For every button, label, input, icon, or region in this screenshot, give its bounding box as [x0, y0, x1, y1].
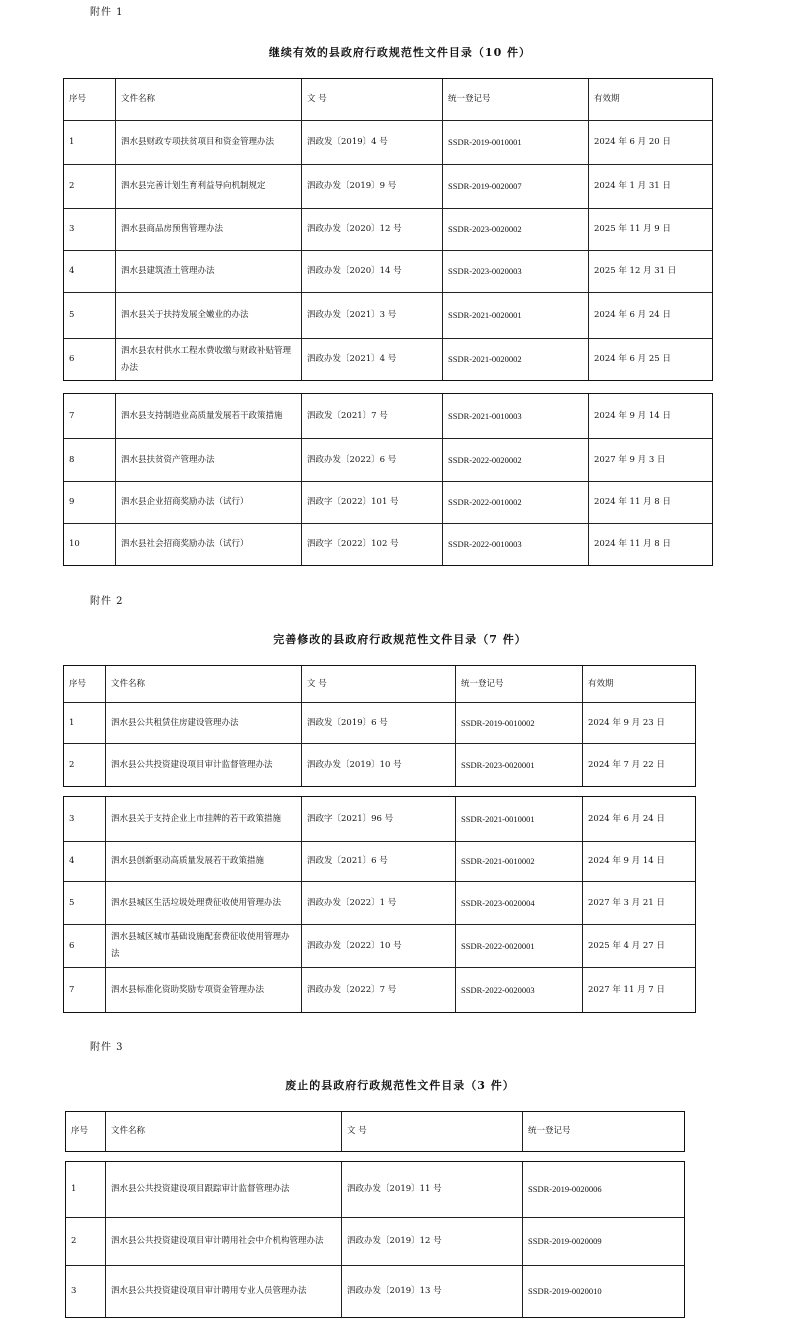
cell-registration-number: SSDR-2019-0020009	[523, 1218, 685, 1266]
cell-registration-number: SSDR-2022-0010003	[443, 524, 589, 566]
cell-registration-number: SSDR-2021-0020002	[443, 339, 589, 381]
cell-file-name: 泗水县商品房预售管理办法	[116, 209, 302, 251]
cell-doc-number: 泗政字〔2022〕102 号	[302, 524, 443, 566]
cell-index: 2	[66, 1218, 106, 1266]
cell-validity: 2024 年 11 月 8 日	[589, 524, 713, 566]
cell-registration-number: SSDR-2019-0020007	[443, 165, 589, 209]
cell-index: 2	[64, 165, 116, 209]
cell-file-name: 泗水县农村供水工程水费收缴与财政补贴管理办法	[116, 339, 302, 381]
attachment-3-label: 附件 3	[90, 1042, 124, 1053]
cell-file-name: 泗水县关于支持企业上市挂牌的若干政策措施	[106, 797, 302, 842]
attachment-2-label: 附件 2	[90, 596, 124, 607]
cell-registration-number: SSDR-2021-0010003	[443, 394, 589, 439]
cell-registration-number: SSDR-2019-0020006	[523, 1162, 685, 1218]
cell-validity: 2027 年 9 月 3 日	[589, 439, 713, 482]
cell-registration-number: SSDR-2023-0020001	[456, 744, 583, 787]
table-row	[64, 339, 713, 381]
header-cell: 文 号	[342, 1112, 523, 1152]
cell-registration-number: SSDR-2021-0010002	[456, 842, 583, 882]
cell-doc-number: 泗政办发〔2022〕1 号	[302, 882, 456, 925]
header-cell: 统一登记号	[456, 666, 583, 703]
cell-doc-number: 泗政发〔2019〕6 号	[302, 703, 456, 744]
cell-index: 7	[64, 394, 116, 439]
cell-file-name: 泗水县扶贫资产管理办法	[116, 439, 302, 482]
attachment-2-table-part-2	[63, 796, 696, 1013]
cell-registration-number: SSDR-2023-0020003	[443, 251, 589, 293]
cell-doc-number: 泗政办发〔2019〕9 号	[302, 165, 443, 209]
cell-index: 6	[64, 925, 106, 968]
cell-file-name: 泗水县公共租赁住房建设管理办法	[106, 703, 302, 744]
header-cell: 文件名称	[106, 666, 302, 703]
cell-validity: 2025 年 11 月 9 日	[589, 209, 713, 251]
header-cell: 序号	[66, 1112, 106, 1152]
cell-index: 8	[64, 439, 116, 482]
header-cell: 有效期	[589, 79, 713, 121]
header-cell: 文件名称	[106, 1112, 342, 1152]
table-row	[64, 925, 696, 968]
table-row	[64, 121, 713, 165]
cell-file-name: 泗水县城区生活垃圾处理费征收使用管理办法	[106, 882, 302, 925]
table-row	[64, 703, 696, 744]
table-row	[64, 439, 713, 482]
cell-file-name: 泗水县公共投资建设项目审计聘用社会中介机构管理办法	[106, 1218, 342, 1266]
cell-index: 7	[64, 968, 106, 1013]
table-header-row	[66, 1112, 685, 1152]
cell-doc-number: 泗政字〔2021〕96 号	[302, 797, 456, 842]
cell-index: 1	[64, 703, 106, 744]
header-cell: 统一登记号	[443, 79, 589, 121]
cell-validity: 2024 年 9 月 14 日	[589, 394, 713, 439]
attachment-3-title: 废止的县政府行政规范性文件目录（3 件）	[285, 1079, 515, 1092]
cell-doc-number: 泗政办发〔2021〕4 号	[302, 339, 443, 381]
table-row	[64, 968, 696, 1013]
cell-index: 1	[64, 121, 116, 165]
table-row	[64, 842, 696, 882]
table-row	[64, 744, 696, 787]
attachment-1-title: 继续有效的县政府行政规范性文件目录（10 件）	[268, 46, 532, 59]
header-cell: 序号	[64, 666, 106, 703]
cell-file-name: 泗水县创新驱动高质量发展若干政策措施	[106, 842, 302, 882]
cell-index: 1	[66, 1162, 106, 1218]
table-row	[64, 251, 713, 293]
cell-validity: 2024 年 1 月 31 日	[589, 165, 713, 209]
cell-file-name: 泗水县支持制造业高质量发展若干政策措施	[116, 394, 302, 439]
cell-validity: 2024 年 9 月 14 日	[583, 842, 696, 882]
cell-doc-number: 泗政办发〔2022〕7 号	[302, 968, 456, 1013]
cell-file-name: 泗水县公共投资建设项目跟踪审计监督管理办法	[106, 1162, 342, 1218]
cell-registration-number: SSDR-2023-0020002	[443, 209, 589, 251]
cell-validity: 2027 年 3 月 21 日	[583, 882, 696, 925]
cell-doc-number: 泗政发〔2021〕7 号	[302, 394, 443, 439]
cell-validity: 2025 年 4 月 27 日	[583, 925, 696, 968]
header-cell: 文 号	[302, 79, 443, 121]
cell-doc-number: 泗政办发〔2019〕11 号	[342, 1162, 523, 1218]
table-row	[64, 482, 713, 524]
cell-registration-number: SSDR-2023-0020004	[456, 882, 583, 925]
attachment-1-table-part-2	[63, 393, 713, 566]
cell-doc-number: 泗政办发〔2022〕6 号	[302, 439, 443, 482]
table-row	[66, 1162, 685, 1218]
cell-index: 9	[64, 482, 116, 524]
cell-doc-number: 泗政办发〔2019〕10 号	[302, 744, 456, 787]
cell-validity: 2025 年 12 月 31 日	[589, 251, 713, 293]
cell-index: 4	[64, 842, 106, 882]
attachment-3-table-part-1	[65, 1111, 685, 1152]
header-cell: 文 号	[302, 666, 456, 703]
cell-file-name: 泗水县财政专项扶贫项目和资金管理办法	[116, 121, 302, 165]
cell-doc-number: 泗政办发〔2020〕14 号	[302, 251, 443, 293]
cell-index: 3	[64, 209, 116, 251]
cell-index: 4	[64, 251, 116, 293]
cell-doc-number: 泗政办发〔2020〕12 号	[302, 209, 443, 251]
table-row	[66, 1266, 685, 1318]
cell-file-name: 泗水县社会招商奖励办法（试行）	[116, 524, 302, 566]
cell-registration-number: SSDR-2021-0020001	[443, 293, 589, 339]
header-cell: 有效期	[583, 666, 696, 703]
cell-registration-number: SSDR-2019-0020010	[523, 1266, 685, 1318]
attachment-3-table-part-2	[65, 1161, 685, 1318]
cell-index: 2	[64, 744, 106, 787]
cell-doc-number: 泗政办发〔2021〕3 号	[302, 293, 443, 339]
cell-index: 5	[64, 882, 106, 925]
table-row	[64, 165, 713, 209]
cell-file-name: 泗水县关于扶持发展全嫩业的办法	[116, 293, 302, 339]
table-row	[64, 882, 696, 925]
header-cell: 统一登记号	[523, 1112, 685, 1152]
table-row	[64, 209, 713, 251]
attachment-1-label: 附件 1	[90, 7, 124, 18]
cell-registration-number: SSDR-2022-0020001	[456, 925, 583, 968]
cell-validity: 2024 年 6 月 24 日	[583, 797, 696, 842]
attachment-2-title: 完善修改的县政府行政规范性文件目录（7 件）	[273, 633, 527, 646]
cell-doc-number: 泗政办发〔2019〕12 号	[342, 1218, 523, 1266]
cell-file-name: 泗水县标准化资助奖励专项资金管理办法	[106, 968, 302, 1013]
table-header-row	[64, 79, 713, 121]
cell-doc-number: 泗政字〔2022〕101 号	[302, 482, 443, 524]
table-row	[64, 293, 713, 339]
cell-validity: 2024 年 9 月 23 日	[583, 703, 696, 744]
cell-index: 3	[66, 1266, 106, 1318]
cell-validity: 2024 年 6 月 20 日	[589, 121, 713, 165]
cell-registration-number: SSDR-2022-0020003	[456, 968, 583, 1013]
table-row	[64, 394, 713, 439]
cell-file-name: 泗水县公共投资建设项目审计聘用专业人员管理办法	[106, 1266, 342, 1318]
cell-doc-number: 泗政办发〔2022〕10 号	[302, 925, 456, 968]
cell-doc-number: 泗政办发〔2019〕13 号	[342, 1266, 523, 1318]
cell-registration-number: SSDR-2022-0010002	[443, 482, 589, 524]
table-header-row	[64, 666, 696, 703]
table-row	[66, 1218, 685, 1266]
cell-doc-number: 泗政发〔2021〕6 号	[302, 842, 456, 882]
cell-file-name: 泗水县公共投资建设项目审计监督管理办法	[106, 744, 302, 787]
cell-registration-number: SSDR-2022-0020002	[443, 439, 589, 482]
table-row	[64, 524, 713, 566]
attachment-2-table-part-1	[63, 665, 696, 787]
attachment-1-table-part-1	[63, 78, 713, 381]
cell-registration-number: SSDR-2019-0010001	[443, 121, 589, 165]
cell-file-name: 泗水县企业招商奖励办法（试行）	[116, 482, 302, 524]
table-row	[64, 797, 696, 842]
cell-registration-number: SSDR-2021-0010001	[456, 797, 583, 842]
cell-validity: 2024 年 7 月 22 日	[583, 744, 696, 787]
cell-index: 3	[64, 797, 106, 842]
cell-file-name: 泗水县建筑渣土管理办法	[116, 251, 302, 293]
cell-registration-number: SSDR-2019-0010002	[456, 703, 583, 744]
header-cell: 文件名称	[116, 79, 302, 121]
cell-file-name: 泗水县完善计划生育利益导向机制规定	[116, 165, 302, 209]
cell-validity: 2024 年 6 月 24 日	[589, 293, 713, 339]
cell-index: 10	[64, 524, 116, 566]
cell-file-name: 泗水县城区城市基础设施配套费征收使用管理办法	[106, 925, 302, 968]
cell-index: 6	[64, 339, 116, 381]
cell-validity: 2024 年 11 月 8 日	[589, 482, 713, 524]
cell-index: 5	[64, 293, 116, 339]
header-cell: 序号	[64, 79, 116, 121]
cell-validity: 2027 年 11 月 7 日	[583, 968, 696, 1013]
cell-doc-number: 泗政发〔2019〕4 号	[302, 121, 443, 165]
cell-validity: 2024 年 6 月 25 日	[589, 339, 713, 381]
